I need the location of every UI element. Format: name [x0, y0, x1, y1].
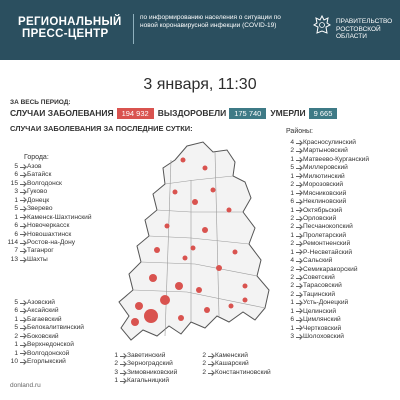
city-row — [4, 197, 92, 205]
city-row — [4, 247, 92, 255]
case-dot — [144, 309, 158, 323]
area-name: Белокалитвинский — [27, 324, 84, 332]
area-name: Боковский — [27, 332, 59, 340]
area-name: Зимовниковский — [127, 368, 178, 376]
recovered-value: 175 740 — [229, 108, 266, 119]
area-name: Морозовский — [303, 181, 344, 189]
case-count: 2 — [290, 147, 294, 155]
arrow-icon — [120, 381, 125, 382]
case-count: 1 — [290, 299, 294, 307]
area-name: Азовский — [27, 299, 55, 306]
died-value: 9 665 — [309, 108, 338, 119]
area-name: Батайск — [27, 171, 52, 179]
arrow-icon — [120, 373, 125, 374]
case-dot — [183, 256, 188, 261]
arrow-icon — [20, 336, 25, 337]
districts-list-bottom-2 — [200, 352, 271, 377]
case-dot — [216, 265, 222, 271]
case-count: 5 — [14, 324, 18, 332]
case-count: 1 — [14, 196, 18, 204]
case-count: 2 — [290, 223, 294, 231]
area-name: Красносулинский — [303, 139, 356, 146]
district-row — [284, 308, 369, 316]
case-dot — [181, 158, 186, 163]
area-name: Сальский — [303, 257, 333, 265]
area-name: Кашарский — [215, 360, 249, 368]
district-row — [284, 282, 369, 290]
area-name: Миллеровский — [303, 164, 348, 172]
case-dot — [149, 274, 157, 282]
arrow-icon — [296, 278, 301, 279]
area-name: Матвеево-Курганский — [303, 155, 370, 163]
arrow-icon — [120, 356, 125, 357]
arrow-icon — [20, 200, 25, 201]
case-count: 1 — [14, 315, 18, 323]
case-count: 10 — [10, 358, 18, 366]
case-count: 1 — [290, 206, 294, 214]
area-name: Азов — [27, 163, 42, 170]
city-row — [4, 205, 92, 213]
area-name: Волгодонск — [27, 179, 62, 187]
died-label: УМЕРЛИ — [270, 108, 306, 118]
case-dot — [191, 246, 196, 251]
case-count: 5 — [14, 163, 18, 170]
districts-heading: Районы: — [286, 128, 313, 135]
arrow-icon — [20, 311, 25, 312]
area-name: Зерноградский — [127, 360, 173, 368]
district-row — [4, 350, 84, 358]
case-count: 1 — [290, 172, 294, 180]
header-divider — [133, 14, 134, 44]
area-name: Егорлыкский — [27, 358, 66, 366]
area-name: Неклиновский — [303, 198, 347, 206]
arrow-icon — [296, 244, 301, 245]
case-count: 3 — [114, 368, 118, 376]
brand-line-2: ПРЕСС-ЦЕНТР — [22, 28, 109, 40]
district-row — [112, 360, 177, 368]
area-name: Багаевский — [27, 315, 62, 323]
case-dot — [131, 318, 139, 326]
case-count: 5 — [14, 205, 18, 213]
arrow-icon — [20, 226, 25, 227]
header-info-text: по информированию населения о ситуации по новой коронавирусной инфекции (COVID-19) — [140, 14, 281, 29]
arrow-icon — [20, 345, 25, 346]
recovered-label: ВЫЗДОРОВЕЛИ — [157, 108, 227, 118]
case-dot — [154, 247, 160, 253]
district-row — [112, 377, 177, 385]
district-row — [284, 249, 369, 257]
area-name: Каменский — [215, 352, 248, 359]
arrow-icon — [20, 192, 25, 193]
area-name: Шахты — [27, 255, 48, 263]
arrow-icon — [120, 364, 125, 365]
case-count: 1 — [290, 231, 294, 239]
area-name: Верхнедонской — [27, 341, 74, 349]
area-name: Шолоховский — [303, 333, 344, 341]
city-row — [4, 222, 92, 230]
arrow-icon — [296, 311, 301, 312]
case-dot — [233, 250, 238, 255]
area-name: Донецк — [27, 196, 50, 204]
arrow-icon — [296, 160, 301, 161]
arrow-icon — [296, 261, 301, 262]
arrow-icon — [296, 303, 301, 304]
arrow-icon — [296, 320, 301, 321]
case-count: 2 — [14, 332, 18, 340]
case-dot — [173, 190, 178, 195]
case-count: 6 — [290, 316, 294, 324]
area-name: Милютинский — [303, 172, 345, 180]
gov-line-3: ОБЛАСТИ — [336, 33, 367, 40]
district-row — [284, 333, 369, 341]
case-count: 114 — [7, 238, 18, 246]
arrow-icon — [296, 236, 301, 237]
area-name: Ростов-на-Дону — [27, 238, 76, 246]
area-name: Усть-Донецкий — [303, 299, 349, 307]
case-count: 6 — [290, 198, 294, 206]
case-count: 2 — [202, 360, 206, 368]
case-count: 1 — [290, 155, 294, 163]
case-count: 1 — [114, 377, 118, 385]
brand-title — [18, 16, 122, 40]
district-row — [284, 164, 369, 172]
area-name: Советский — [303, 274, 335, 281]
case-dot — [192, 199, 198, 205]
arrow-icon — [208, 373, 213, 374]
case-dot — [229, 304, 234, 309]
case-count: 2 — [290, 240, 294, 248]
area-name: Семикаракорский — [303, 265, 358, 273]
case-count: 7 — [14, 247, 18, 255]
gov-line-2: РОСТОВСКОЙ — [336, 25, 381, 33]
area-name: Пролетарский — [303, 231, 347, 239]
arrow-icon — [20, 243, 25, 244]
gov-line-1: ПРАВИТЕЛЬСТВО — [336, 18, 393, 25]
site-footer: donland.ru — [10, 382, 41, 389]
district-row — [284, 257, 369, 265]
area-name: Новошахтинск — [27, 230, 72, 238]
case-count: 2 — [290, 265, 294, 273]
districts-list-right — [284, 139, 369, 342]
city-row — [4, 214, 92, 222]
district-row — [200, 360, 271, 368]
period-label: ЗА ВЕСЬ ПЕРИОД: — [10, 99, 71, 106]
district-row — [284, 223, 369, 231]
case-dot — [243, 298, 248, 303]
district-row — [4, 358, 84, 366]
arrow-icon — [20, 217, 25, 218]
arrow-icon — [296, 252, 301, 253]
arrow-icon — [296, 185, 301, 186]
daily-cases-label: СЛУЧАИ ЗАБОЛЕВАНИЯ ЗА ПОСЛЕДНИЕ СУТКИ: — [10, 124, 193, 133]
city-row — [4, 256, 92, 264]
government-label — [336, 18, 392, 41]
area-name: Целинский — [303, 307, 337, 315]
arrow-icon — [296, 295, 301, 296]
arrow-icon — [20, 353, 25, 354]
arrow-icon — [20, 320, 25, 321]
case-count: 6 — [14, 171, 18, 179]
arrow-icon — [20, 167, 25, 168]
arrow-icon — [296, 193, 301, 194]
district-row — [284, 147, 369, 155]
area-name: Р-Несветайский — [303, 248, 353, 256]
district-row — [4, 307, 84, 315]
area-name: Новочеркасск — [27, 222, 70, 230]
arrow-icon — [296, 227, 301, 228]
cases-label: СЛУЧАИ ЗАБОЛЕВАНИЯ — [10, 108, 114, 118]
brand-line-1: РЕГИОНАЛЬНЫЙ — [18, 16, 122, 28]
arrow-icon — [296, 168, 301, 169]
area-name: Каменск-Шахтинский — [27, 213, 92, 221]
district-row — [284, 207, 369, 215]
area-name: Ремонтненский — [303, 240, 351, 248]
case-dot — [175, 282, 183, 290]
city-row — [4, 231, 92, 239]
arrow-icon — [296, 143, 301, 144]
region-outline — [119, 142, 269, 340]
area-name: Октябрьский — [303, 206, 343, 214]
area-name: Тацинский — [303, 290, 336, 298]
arrow-icon — [296, 328, 301, 329]
arrow-icon — [296, 210, 301, 211]
arrow-icon — [208, 356, 213, 357]
case-count: 1 — [290, 307, 294, 315]
case-dot — [211, 188, 216, 193]
case-count: 1 — [14, 341, 18, 349]
case-count: 6 — [14, 230, 18, 238]
case-count: 1 — [14, 213, 18, 221]
district-row — [4, 341, 84, 349]
arrow-icon — [20, 251, 25, 252]
arrow-icon — [20, 303, 25, 304]
case-count: 2 — [202, 352, 206, 359]
case-count: 1 — [14, 349, 18, 357]
arrow-icon — [20, 234, 25, 235]
district-row — [284, 173, 369, 181]
city-row — [4, 180, 92, 188]
case-dot — [243, 284, 248, 289]
case-dot — [160, 295, 170, 305]
city-row — [4, 171, 92, 179]
case-dot — [196, 287, 202, 293]
area-name: Кагальницкий — [127, 377, 170, 385]
case-count: 2 — [290, 274, 294, 281]
case-count: 1 — [290, 248, 294, 256]
report-date: 3 января, 11:30 — [143, 76, 257, 93]
case-count: 2 — [114, 360, 118, 368]
arrow-icon — [20, 209, 25, 210]
case-count: 1 — [290, 324, 294, 332]
district-row — [284, 198, 369, 206]
case-dot — [204, 307, 210, 313]
case-dot — [203, 166, 208, 171]
case-count: 5 — [14, 299, 18, 306]
case-dot — [178, 315, 184, 321]
cities-list — [4, 163, 92, 264]
case-dot — [135, 302, 143, 310]
arrow-icon — [296, 151, 301, 152]
arrow-icon — [208, 364, 213, 365]
district-row — [200, 369, 271, 377]
arrow-icon — [20, 260, 25, 261]
arrow-icon — [296, 337, 301, 338]
district-row — [284, 325, 369, 333]
district-row — [284, 299, 369, 307]
arrow-icon — [20, 362, 25, 363]
case-count: 5 — [290, 164, 294, 172]
header-banner — [0, 0, 400, 60]
district-row — [4, 333, 84, 341]
cases-value: 194 932 — [117, 108, 154, 119]
area-name: Заветинский — [127, 352, 166, 359]
area-name: Зверево — [27, 205, 53, 213]
case-count: 13 — [10, 255, 18, 263]
district-row — [284, 181, 369, 189]
case-count: 1 — [290, 189, 294, 197]
district-row — [284, 232, 369, 240]
case-count: 4 — [290, 257, 294, 265]
area-name: Мартыновский — [303, 147, 348, 155]
area-name: Гуково — [27, 188, 48, 196]
arrow-icon — [20, 328, 25, 329]
case-dot — [227, 208, 232, 213]
case-count: 3 — [290, 333, 294, 341]
district-row — [284, 190, 369, 198]
districts-list-left — [4, 299, 84, 367]
cities-heading: Города: — [24, 154, 49, 161]
region-map — [95, 140, 285, 350]
case-count: 2 — [202, 368, 206, 376]
totals-row — [10, 108, 341, 119]
area-name: Мясниковский — [303, 189, 347, 197]
case-count: 15 — [10, 179, 18, 187]
area-name: Орловский — [303, 214, 337, 222]
arrow-icon — [20, 184, 25, 185]
district-row — [284, 266, 369, 274]
case-count: 4 — [290, 139, 294, 146]
coat-of-arms-icon — [312, 14, 332, 38]
case-dot — [202, 227, 208, 233]
area-name: Аксайский — [27, 307, 59, 315]
case-count: 2 — [290, 181, 294, 189]
area-name: Чертковский — [303, 324, 342, 332]
city-row — [4, 188, 92, 196]
area-name: Цимлянский — [303, 316, 341, 324]
case-count: 3 — [14, 188, 18, 196]
districts-list-bottom-1 — [112, 352, 177, 386]
district-row — [284, 240, 369, 248]
case-count: 1 — [114, 352, 118, 359]
area-name: Волгодонской — [27, 349, 70, 357]
area-name: Таганрог — [27, 247, 54, 255]
arrow-icon — [296, 176, 301, 177]
arrow-icon — [296, 219, 301, 220]
arrow-icon — [296, 269, 301, 270]
case-count: 6 — [14, 222, 18, 230]
case-count: 2 — [290, 290, 294, 298]
case-count: 6 — [14, 307, 18, 315]
case-dot — [165, 224, 170, 229]
case-count: 2 — [290, 282, 294, 290]
arrow-icon — [20, 175, 25, 176]
area-name: Песчанокопский — [303, 223, 353, 231]
arrow-icon — [296, 202, 301, 203]
district-row — [4, 324, 84, 332]
city-row — [4, 239, 92, 247]
district-row — [284, 316, 369, 324]
arrow-icon — [296, 286, 301, 287]
case-count: 2 — [290, 214, 294, 222]
area-name: Тарасовский — [303, 282, 342, 290]
area-name: Константиновский — [215, 368, 271, 376]
